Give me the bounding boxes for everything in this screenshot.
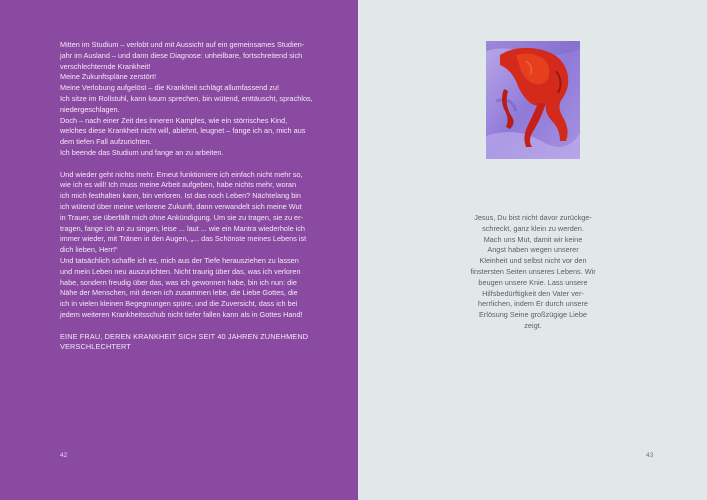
text-line: tragen, fange ich an zu singen, leise ... laut ... wie ein Mantra wiederhole ich: [60, 223, 305, 233]
caption-line: VERSCHLECHTERT: [60, 342, 131, 352]
right-page: [358, 0, 707, 500]
quote-line: Mach uns Mut, damit wir keine: [483, 234, 583, 244]
left-page-text: [60, 40, 313, 353]
text-line: immer wieder, mit Tränen in den Augen, „... das Schönste meines Lebens ist: [60, 234, 307, 244]
quote-line: zeigt.: [524, 320, 542, 330]
text-line: niedergeschlagen.: [60, 104, 120, 114]
quote-line: Erlösung Seine großzügige Liebe: [479, 310, 587, 320]
text-line: ich wütend über meine verlorene Zukunft, dann verwandelt sich meine Wut: [60, 201, 302, 211]
text-line: welches diese Krankheit nicht will, ablehnt, leugnet – fange ich an, mich aus: [60, 126, 306, 136]
text-line: Mitten im Studium – verlobt und mit Aussicht auf ein gemeinsames Studien-: [60, 40, 305, 49]
paragraph-2: [60, 170, 310, 321]
text-line: dich lieben, Herr!“: [60, 245, 118, 255]
quote-line: Hilfsbedürftigkeit den Vater ver-: [482, 288, 584, 298]
painting-art: [486, 41, 580, 159]
text-line: ich in vielen kleinen Begegnungen spüre, und die Zuversicht, dass ich bei: [60, 299, 298, 309]
text-line: Und wieder geht nichts mehr. Erneut funktioniere ich einfach nicht mehr so,: [60, 169, 303, 179]
prayer-quote: [433, 213, 633, 332]
text-line: Nähe der Menschen, mit denen ich zusammen lebe, die Liebe Gottes, die: [60, 288, 298, 298]
quote-line: finstersten Seiten unseres Lebens. Wir: [470, 266, 596, 276]
quote-line: Jesus, Du bist nicht davor zurückge-: [474, 213, 592, 222]
text-line: verschlechternde Krankheit!: [60, 61, 151, 71]
text-line: jedem weiteren Krankheitsschub nicht tiefer fallen kann als in Gottes Hand!: [60, 309, 303, 319]
text-line: Und tatsächlich schaffe ich es, mich aus der Tiefe herausziehen zu lassen: [60, 255, 299, 265]
text-line: Ich sitze im Rollstuhl, kann kaum sprechen, bin wütend, enttäuscht, sprachlos,: [60, 93, 313, 103]
text-line: Doch – nach einer Zeit des inneren Kampfes, wie ein störrisches Kind,: [60, 115, 288, 125]
quote-line: schreckt, ganz klein zu werden.: [482, 223, 584, 233]
text-line: wie ich es will! Ich muss meine Arbeit aufgeben, habe nichts mehr, woran: [60, 180, 297, 190]
caption-line: EINE FRAU, DEREN KRANKHEIT SICH SEIT 40 JAHREN ZUNEHMEND: [60, 331, 309, 341]
text-line: und mein Leben neu auszurichten. Nicht traurig über das, was ich verloren: [60, 266, 301, 276]
text-line: jahr im Ausland – und dann diese Diagnose: unheilbare, fortschreitend sich: [60, 50, 303, 60]
page-number-right: 43: [646, 452, 654, 459]
quote-line: herrlichen, indem Er durch unsere: [478, 299, 588, 309]
painting-image: [486, 41, 580, 159]
text-line: in Trauer, sie überfällt mich ohne Ankündigung. Um sie zu tragen, sie zu er-: [60, 212, 303, 222]
text-line: dem tiefen Fall aufzurichten.: [60, 137, 152, 147]
text-line: ich mich festhalten kann, bin verloren. Ist das noch Leben? Nächtelang bin: [60, 191, 301, 201]
paragraph-1: [60, 40, 313, 159]
text-line: Meine Verlobung aufgelöst – die Krankheit schlägt allumfassend zu!: [60, 83, 280, 93]
quote-line: beugen unsere Knie. Lass unsere: [478, 277, 588, 287]
text-line: habe, sondern freudig über das, was ich gewonnen habe, bin ich nun: die: [60, 277, 297, 287]
text-line: Ich beende das Studium und fange an zu arbeiten.: [60, 147, 224, 157]
author-caption: [60, 332, 310, 354]
text-line: Meine Zukunftspläne zerstört!: [60, 72, 157, 82]
page-number-left: 42: [60, 452, 68, 459]
quote-line: Kleinheit und selbst nicht vor den: [479, 256, 587, 266]
quote-line: Angst haben wegen unserer: [487, 245, 579, 255]
